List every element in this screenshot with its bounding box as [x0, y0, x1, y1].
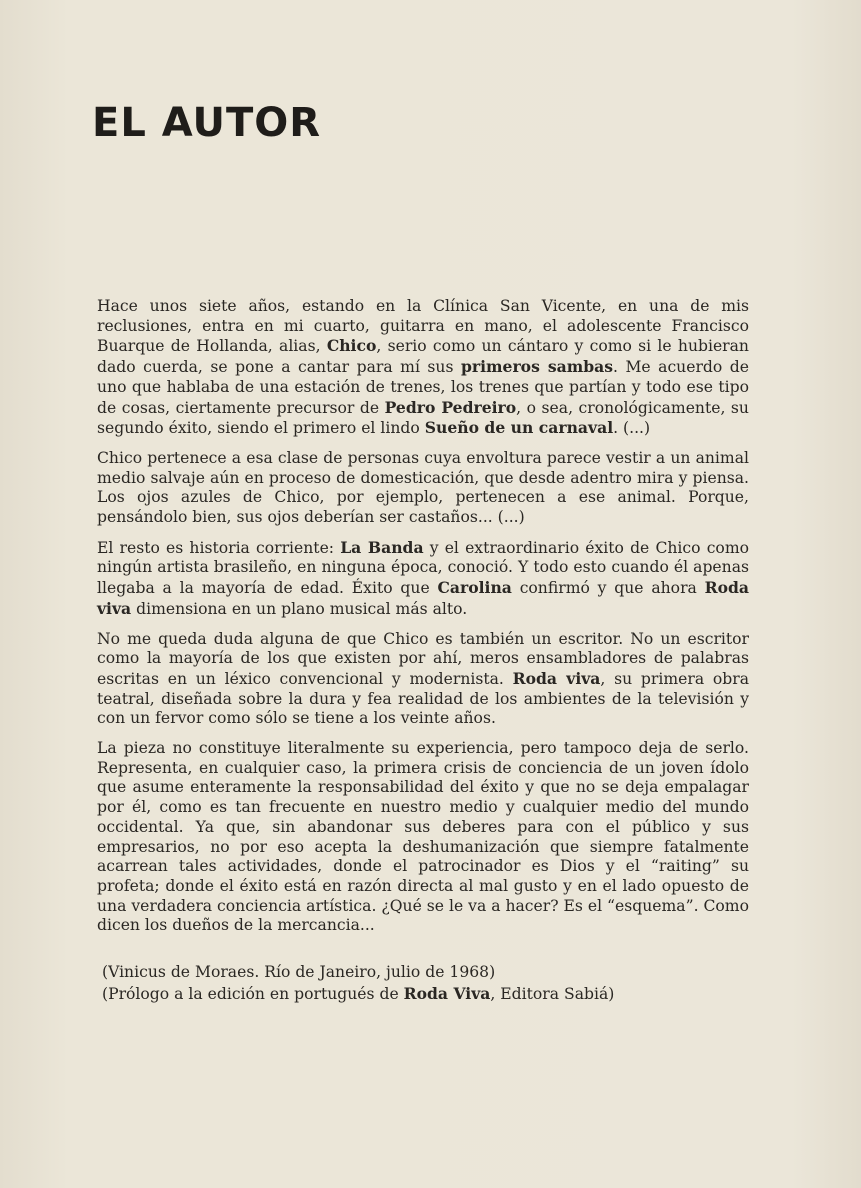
text-run: . (...): [613, 419, 651, 438]
bold-title: Roda viva: [512, 668, 601, 688]
page-title: EL AUTOR: [92, 100, 322, 146]
bold-title: Pedro Pedreiro: [384, 397, 517, 417]
bold-title: La Banda: [340, 537, 424, 557]
bold-title: Chico: [326, 336, 377, 356]
text-run: La pieza no constituye literalmente su experiencia, pero tampoco deja de serlo. Representa, en cualquier caso, la primera crisis de conciencia de un joven ídolo que asume enteramente la responsabilidad del éxito y que no se deja empalagar por él, como es tan frecuente en nuestro medio y cualquier medio del mundo occidental. Ya que, sin abandonar sus deberes para con el público y sus empresarios, no por eso acepta la deshumanización que siempre fatalmente acarrean tales actividades, donde el patrocinador es Dios y el “raiting” su profeta; donde el éxito está en razón directa al mal gusto y en el lado opuesto de una verdadera conciencia artística. ¿Qué se le va a hacer? Es el “esquema”. Como dicen los dueños de la mercancia...: [97, 739, 749, 935]
text-run: . Me acuerdo de uno que hablaba de una estación de trenes, los trenes que partían y todo ese tipo de cosas, ciertamente precursor de: [97, 358, 749, 417]
credit-book-title: Roda Viva: [403, 984, 491, 1003]
text-run: , su primera obra teatral, diseñada sobre la dura y fea realidad de los ambientes de la televisión y con un fervor como sólo se tiene a los veinte años.: [97, 669, 749, 728]
text-run: El resto es historia corriente:: [97, 538, 341, 557]
paragraph: [97, 739, 749, 936]
bold-title: Roda viva: [97, 578, 749, 618]
credit-line-source: [102, 983, 742, 1005]
paragraph: [97, 630, 749, 730]
text-run: , o sea, cronológicamente, su segundo éxito, siendo el primero el lindo: [97, 398, 749, 438]
paragraph: [97, 449, 749, 528]
credit-suffix: , Editora Sabiá): [490, 985, 615, 1003]
credits: [102, 962, 742, 1005]
text-run: Chico pertenece a esa clase de personas cuya envoltura parece vestir a un animal medio salvaje aún en proceso de domesticación, que desde adentro mira y piensa. Los ojos azules de Chico, por ejemplo, pertenecen a ese animal. Porque, pensándolo bien, sus ojos deberían ser castaños... (...): [97, 448, 749, 527]
text-run: No me queda duda alguna de que Chico es también un escritor. No un escritor como la mayoría de los que existen por ahí, meros ensambladores de palabras escritas en un léxico convencional y modernista.: [97, 629, 749, 688]
bold-title: Sueño de un carnaval: [424, 418, 614, 438]
credit-line-author: (Vinicus de Moraes. Río de Janeiro, julio de 1968): [102, 963, 496, 981]
body-text: [97, 297, 749, 946]
paragraph: [97, 297, 749, 439]
bold-title: primeros sambas: [460, 357, 613, 377]
text-run: , serio como un cántaro y como si le hubieran dado cuerda, se pone a cantar para mí sus: [97, 337, 749, 377]
text-run: dimensiona en un plano musical más alto.: [131, 599, 468, 618]
credit-prefix: (Prólogo a la edición en portugués de: [102, 985, 404, 1003]
bold-title: Carolina: [437, 578, 512, 598]
paragraph: [97, 538, 749, 620]
text-run: confirmó y que ahora: [511, 579, 705, 598]
text-run: Hace unos siete años, estando en la Clínica San Vicente, en una de mis reclusiones, entra en mi cuarto, guitarra en mano, el adolescente Francisco Buarque de Hollanda, alias,: [97, 297, 749, 356]
text-run: y el extraordinario éxito de Chico como ningún artista brasileño, en ninguna época, conoció. Y todo esto cuando él apenas llegaba a la mayoría de edad. Éxito que: [97, 538, 749, 598]
